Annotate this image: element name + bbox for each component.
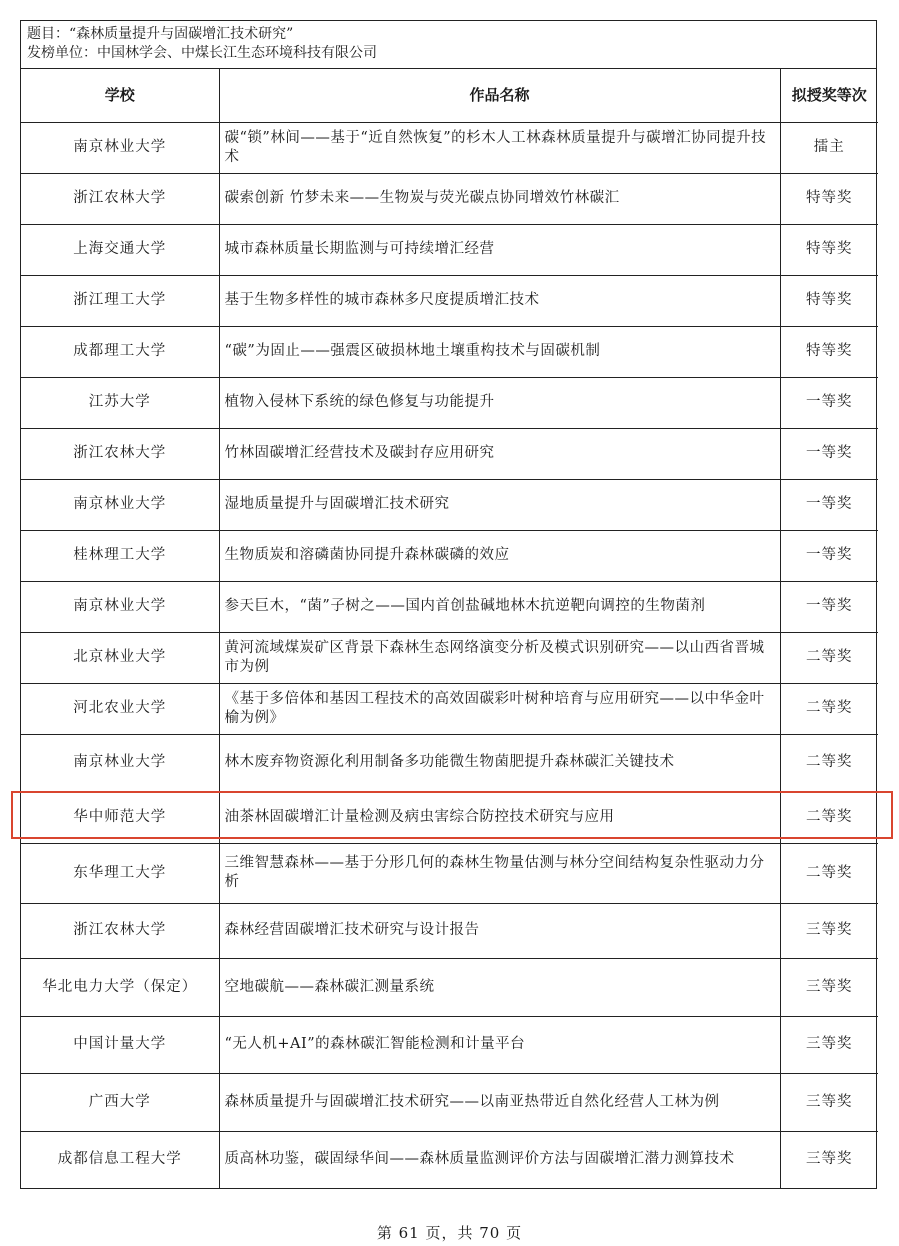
award-cell: 一等奖 xyxy=(780,530,878,581)
table-row xyxy=(21,173,878,224)
award-cell: 三等奖 xyxy=(780,1016,878,1073)
school-cell: 南京林业大学 xyxy=(21,122,219,173)
table-row xyxy=(21,1073,878,1131)
work-name-cell: 三维智慧森林——基于分形几何的森林生物量估测与林分空间结构复杂性驱动力分析 xyxy=(219,843,780,903)
award-table xyxy=(21,69,878,1188)
award-cell: 特等奖 xyxy=(780,173,878,224)
award-cell: 擂主 xyxy=(780,122,878,173)
school-cell: 成都理工大学 xyxy=(21,326,219,377)
table-row xyxy=(21,683,878,734)
table-row xyxy=(21,479,878,530)
header-work-name: 作品名称 xyxy=(219,69,780,122)
work-name-cell: 林木废弃物资源化利用制备多功能微生物菌肥提升森林碳汇关键技术 xyxy=(219,734,780,791)
header-school: 学校 xyxy=(21,69,219,122)
work-name-cell: 空地碳航——森林碳汇测量系统 xyxy=(219,958,780,1016)
award-cell: 一等奖 xyxy=(780,479,878,530)
work-name-cell: 湿地质量提升与固碳增汇技术研究 xyxy=(219,479,780,530)
school-cell: 广西大学 xyxy=(21,1073,219,1131)
page-number: 第 61 页，共 70 页 xyxy=(376,1224,523,1242)
header-award-level: 拟授奖等次 xyxy=(780,69,878,122)
school-cell: 浙江农林大学 xyxy=(21,903,219,958)
school-cell: 东华理工大学 xyxy=(21,843,219,903)
work-name-cell: “无人机+AI”的森林碳汇智能检测和计量平台 xyxy=(219,1016,780,1073)
work-name-cell: 森林质量提升与固碳增汇技术研究——以南亚热带近自然化经营人工林为例 xyxy=(219,1073,780,1131)
award-cell: 三等奖 xyxy=(780,903,878,958)
table-row xyxy=(21,1131,878,1188)
award-cell: 一等奖 xyxy=(780,581,878,632)
table-header-row xyxy=(21,69,878,122)
table-row xyxy=(21,1016,878,1073)
school-cell: 江苏大学 xyxy=(21,377,219,428)
award-cell: 三等奖 xyxy=(780,958,878,1016)
award-cell: 三等奖 xyxy=(780,1073,878,1131)
award-cell: 一等奖 xyxy=(780,377,878,428)
award-cell: 一等奖 xyxy=(780,428,878,479)
work-name-cell: 生物质炭和溶磷菌协同提升森林碳磷的效应 xyxy=(219,530,780,581)
work-name-cell: 城市森林质量长期监测与可持续增汇经营 xyxy=(219,224,780,275)
award-cell: 特等奖 xyxy=(780,275,878,326)
table-row xyxy=(21,632,878,683)
school-cell: 北京林业大学 xyxy=(21,632,219,683)
work-name-cell: 竹林固碳增汇经营技术及碳封存应用研究 xyxy=(219,428,780,479)
work-name-cell: 基于生物多样性的城市森林多尺度提质增汇技术 xyxy=(219,275,780,326)
table-row xyxy=(21,377,878,428)
topic-publisher: 发榜单位：中国林学会、中煤长江生态环境科技有限公司 xyxy=(27,45,377,61)
topic-header xyxy=(21,21,876,69)
table-row xyxy=(21,958,878,1016)
award-cell: 二等奖 xyxy=(780,791,878,843)
school-cell: 华北电力大学（保定） xyxy=(21,958,219,1016)
award-cell: 特等奖 xyxy=(780,326,878,377)
school-cell: 南京林业大学 xyxy=(21,479,219,530)
school-cell: 华中师范大学 xyxy=(21,791,219,843)
school-cell: 中国计量大学 xyxy=(21,1016,219,1073)
school-cell: 南京林业大学 xyxy=(21,581,219,632)
work-name-cell: 《基于多倍体和基因工程技术的高效固碳彩叶树种培育与应用研究——以中华金叶榆为例》 xyxy=(219,683,780,734)
school-cell: 河北农业大学 xyxy=(21,683,219,734)
work-name-cell: 森林经营固碳增汇技术研究与设计报告 xyxy=(219,903,780,958)
award-cell: 二等奖 xyxy=(780,734,878,791)
award-cell: 三等奖 xyxy=(780,1131,878,1188)
school-cell: 桂林理工大学 xyxy=(21,530,219,581)
award-cell: 二等奖 xyxy=(780,632,878,683)
work-name-cell: 植物入侵林下系统的绿色修复与功能提升 xyxy=(219,377,780,428)
school-cell: 浙江农林大学 xyxy=(21,173,219,224)
table-row xyxy=(21,581,878,632)
school-cell: 上海交通大学 xyxy=(21,224,219,275)
work-name-cell: 参天巨木，“菌”子树之——国内首创盐碱地林木抗逆靶向调控的生物菌剂 xyxy=(219,581,780,632)
table-row xyxy=(21,275,878,326)
table-row xyxy=(21,326,878,377)
work-name-cell: 碳“锁”林间——基于“近自然恢复”的杉木人工林森林质量提升与碳增汇协同提升技术 xyxy=(219,122,780,173)
table-row xyxy=(21,903,878,958)
table-row xyxy=(21,734,878,791)
table-row xyxy=(21,791,878,843)
work-name-cell: 黄河流域煤炭矿区背景下森林生态网络演变分析及模式识别研究——以山西省晋城市为例 xyxy=(219,632,780,683)
work-name-cell: “碳”为固止——强震区破损林地土壤重构技术与固碳机制 xyxy=(219,326,780,377)
table-row xyxy=(21,224,878,275)
school-cell: 浙江理工大学 xyxy=(21,275,219,326)
table-row xyxy=(21,530,878,581)
school-cell: 南京林业大学 xyxy=(21,734,219,791)
school-cell: 成都信息工程大学 xyxy=(21,1131,219,1188)
work-name-cell: 碳索创新 竹梦未来——生物炭与荧光碳点协同增效竹林碳汇 xyxy=(219,173,780,224)
award-cell: 特等奖 xyxy=(780,224,878,275)
table-row xyxy=(21,843,878,903)
table-body xyxy=(21,122,878,1188)
topic-title: 题目：“森林质量提升与固碳增汇技术研究” xyxy=(27,26,294,42)
work-name-cell: 油茶林固碳增汇计量检测及病虫害综合防控技术研究与应用 xyxy=(219,791,780,843)
work-name-cell: 质高林功鉴，碳固绿华间——森林质量监测评价方法与固碳增汇潜力测算技术 xyxy=(219,1131,780,1188)
award-cell: 二等奖 xyxy=(780,843,878,903)
school-cell: 浙江农林大学 xyxy=(21,428,219,479)
table-row xyxy=(21,428,878,479)
table-row xyxy=(21,122,878,173)
award-sheet xyxy=(20,20,877,1189)
award-cell: 二等奖 xyxy=(780,683,878,734)
